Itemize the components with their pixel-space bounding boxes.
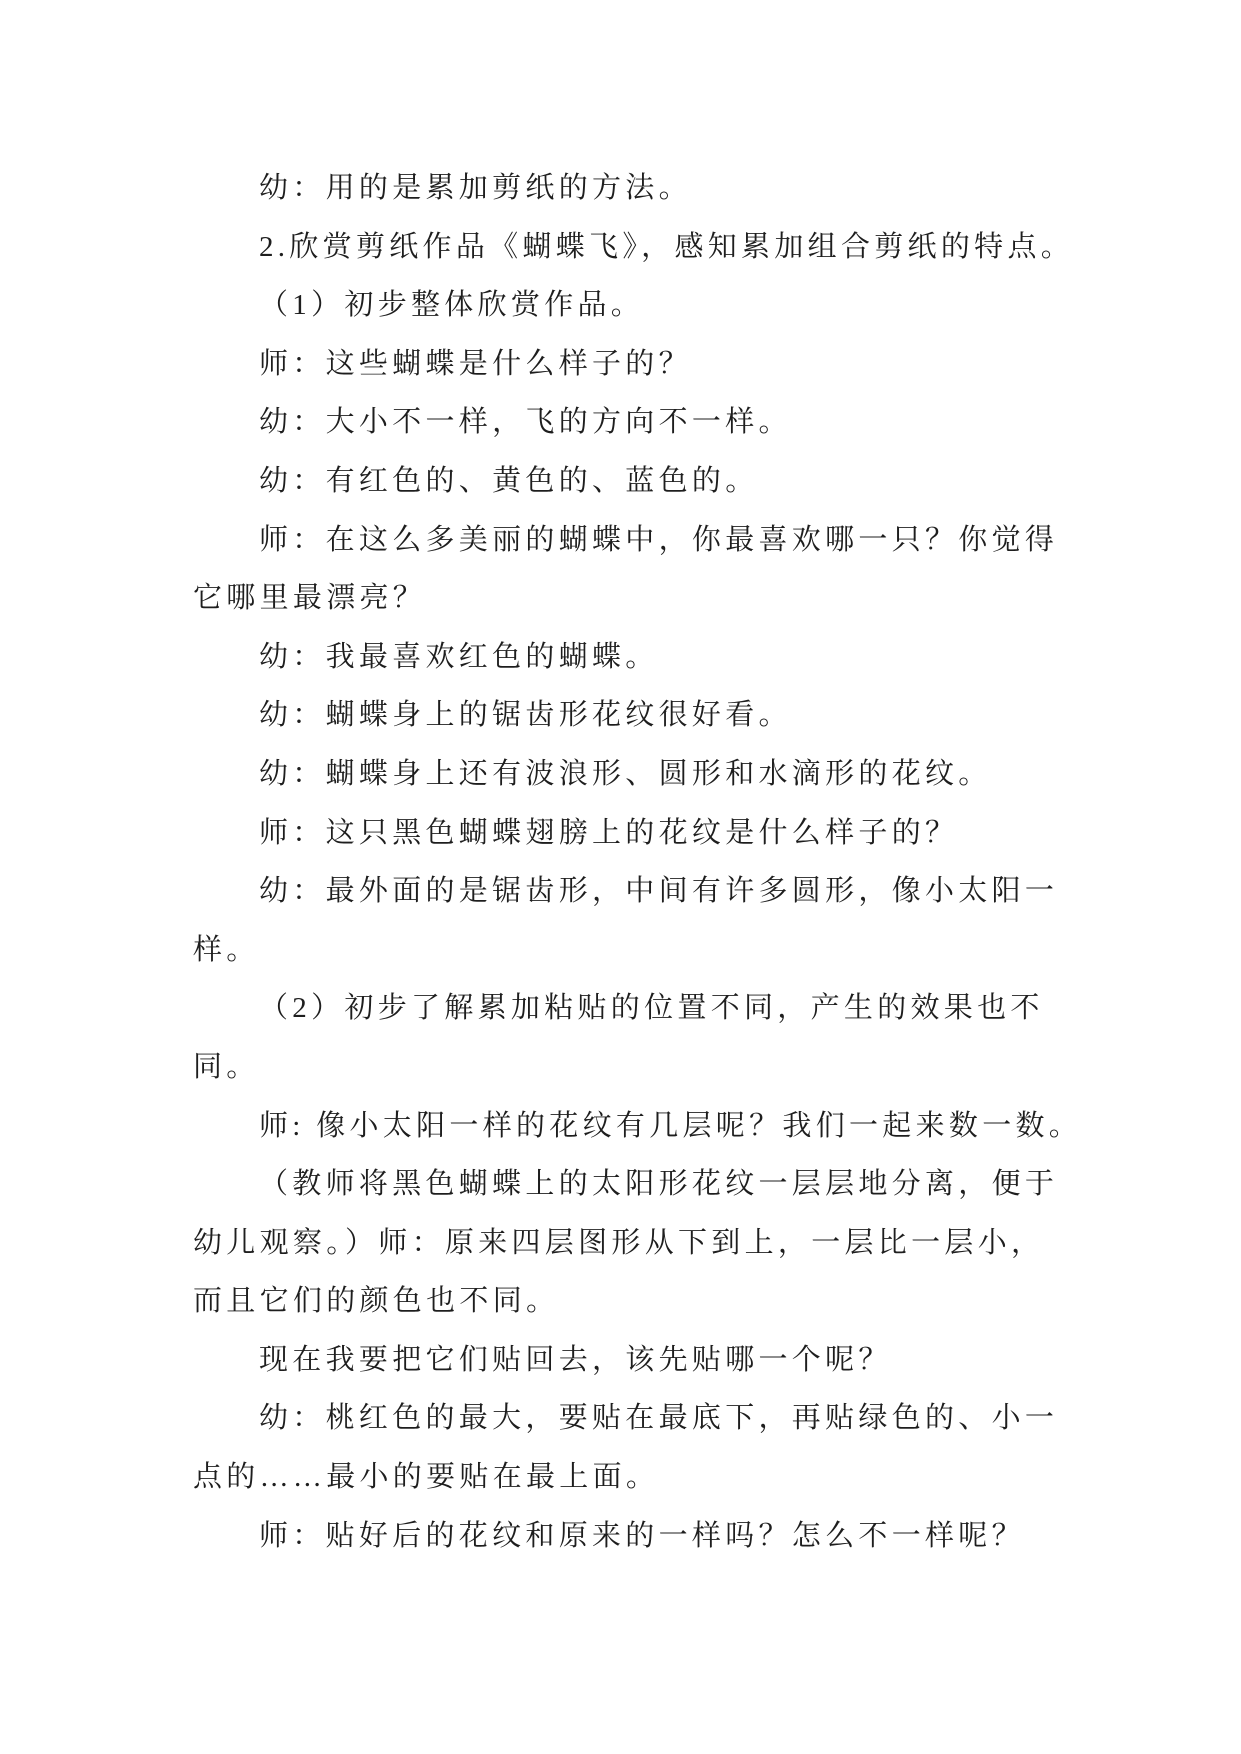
text-line: 师：在这么多美丽的蝴蝶中，你最喜欢哪一只？你觉得 [259,523,1059,556]
text-line: 现在我要把它们贴回去，该先贴哪一个呢？ [259,1343,892,1376]
subsection-heading: （1）初步整体欣赏作品。 [259,289,645,322]
text-line: 幼：桃红色的最大，要贴在最底下，再贴绿色的、小一 [259,1402,1059,1435]
text-line: 师：这只黑色蝴蝶翅膀上的花纹是什么样子的？ [259,816,959,849]
text-line: 幼：大小不一样，飞的方向不一样。 [259,406,792,439]
body-text [193,159,1153,1565]
text-line: 幼儿观察。）师：原来四层图形从下到上，一层比一层小， [193,1226,1045,1259]
text-line: 它哪里最漂亮？ [193,582,427,615]
text-line: 而且它们的颜色也不同。 [193,1285,560,1318]
text-line: 幼：用的是累加剪纸的方法。 [259,172,692,204]
text-line: 点的……最小的要贴在最上面。 [193,1461,660,1494]
text-line: 师: 像小太阳一样的花纹有几层呢？我们一起来数一数。 [259,1109,1083,1142]
text-line: 师：这些蝴蝶是什么样子的？ [259,347,692,380]
section-heading: 2.欣赏剪纸作品《蝴蝶飞》，感知累加组合剪纸的特点。 [259,230,1075,263]
text-line: （教师将黑色蝴蝶上的太阳形花纹一层层地分离，便于 [259,1168,1059,1201]
text-line: 幼：我最喜欢红色的蝴蝶。 [259,640,659,673]
text-line: 幼：蝴蝶身上还有波浪形、圆形和水滴形的花纹。 [259,757,992,790]
text-line: 幼：有红色的、黄色的、蓝色的。 [259,464,759,497]
text-line: 幼：蝴蝶身上的锯齿形花纹很好看。 [259,699,792,732]
subsection-heading-continued: 同。 [193,1050,260,1083]
subsection-heading: （2）初步了解累加粘贴的位置不同，产生的效果也不 [259,992,1044,1025]
text-line: 样。 [193,933,260,966]
text-line: 师：贴好后的花纹和原来的一样吗？怎么不一样呢？ [259,1519,1025,1552]
text-line: 幼：最外面的是锯齿形，中间有许多圆形，像小太阳一 [259,875,1059,908]
